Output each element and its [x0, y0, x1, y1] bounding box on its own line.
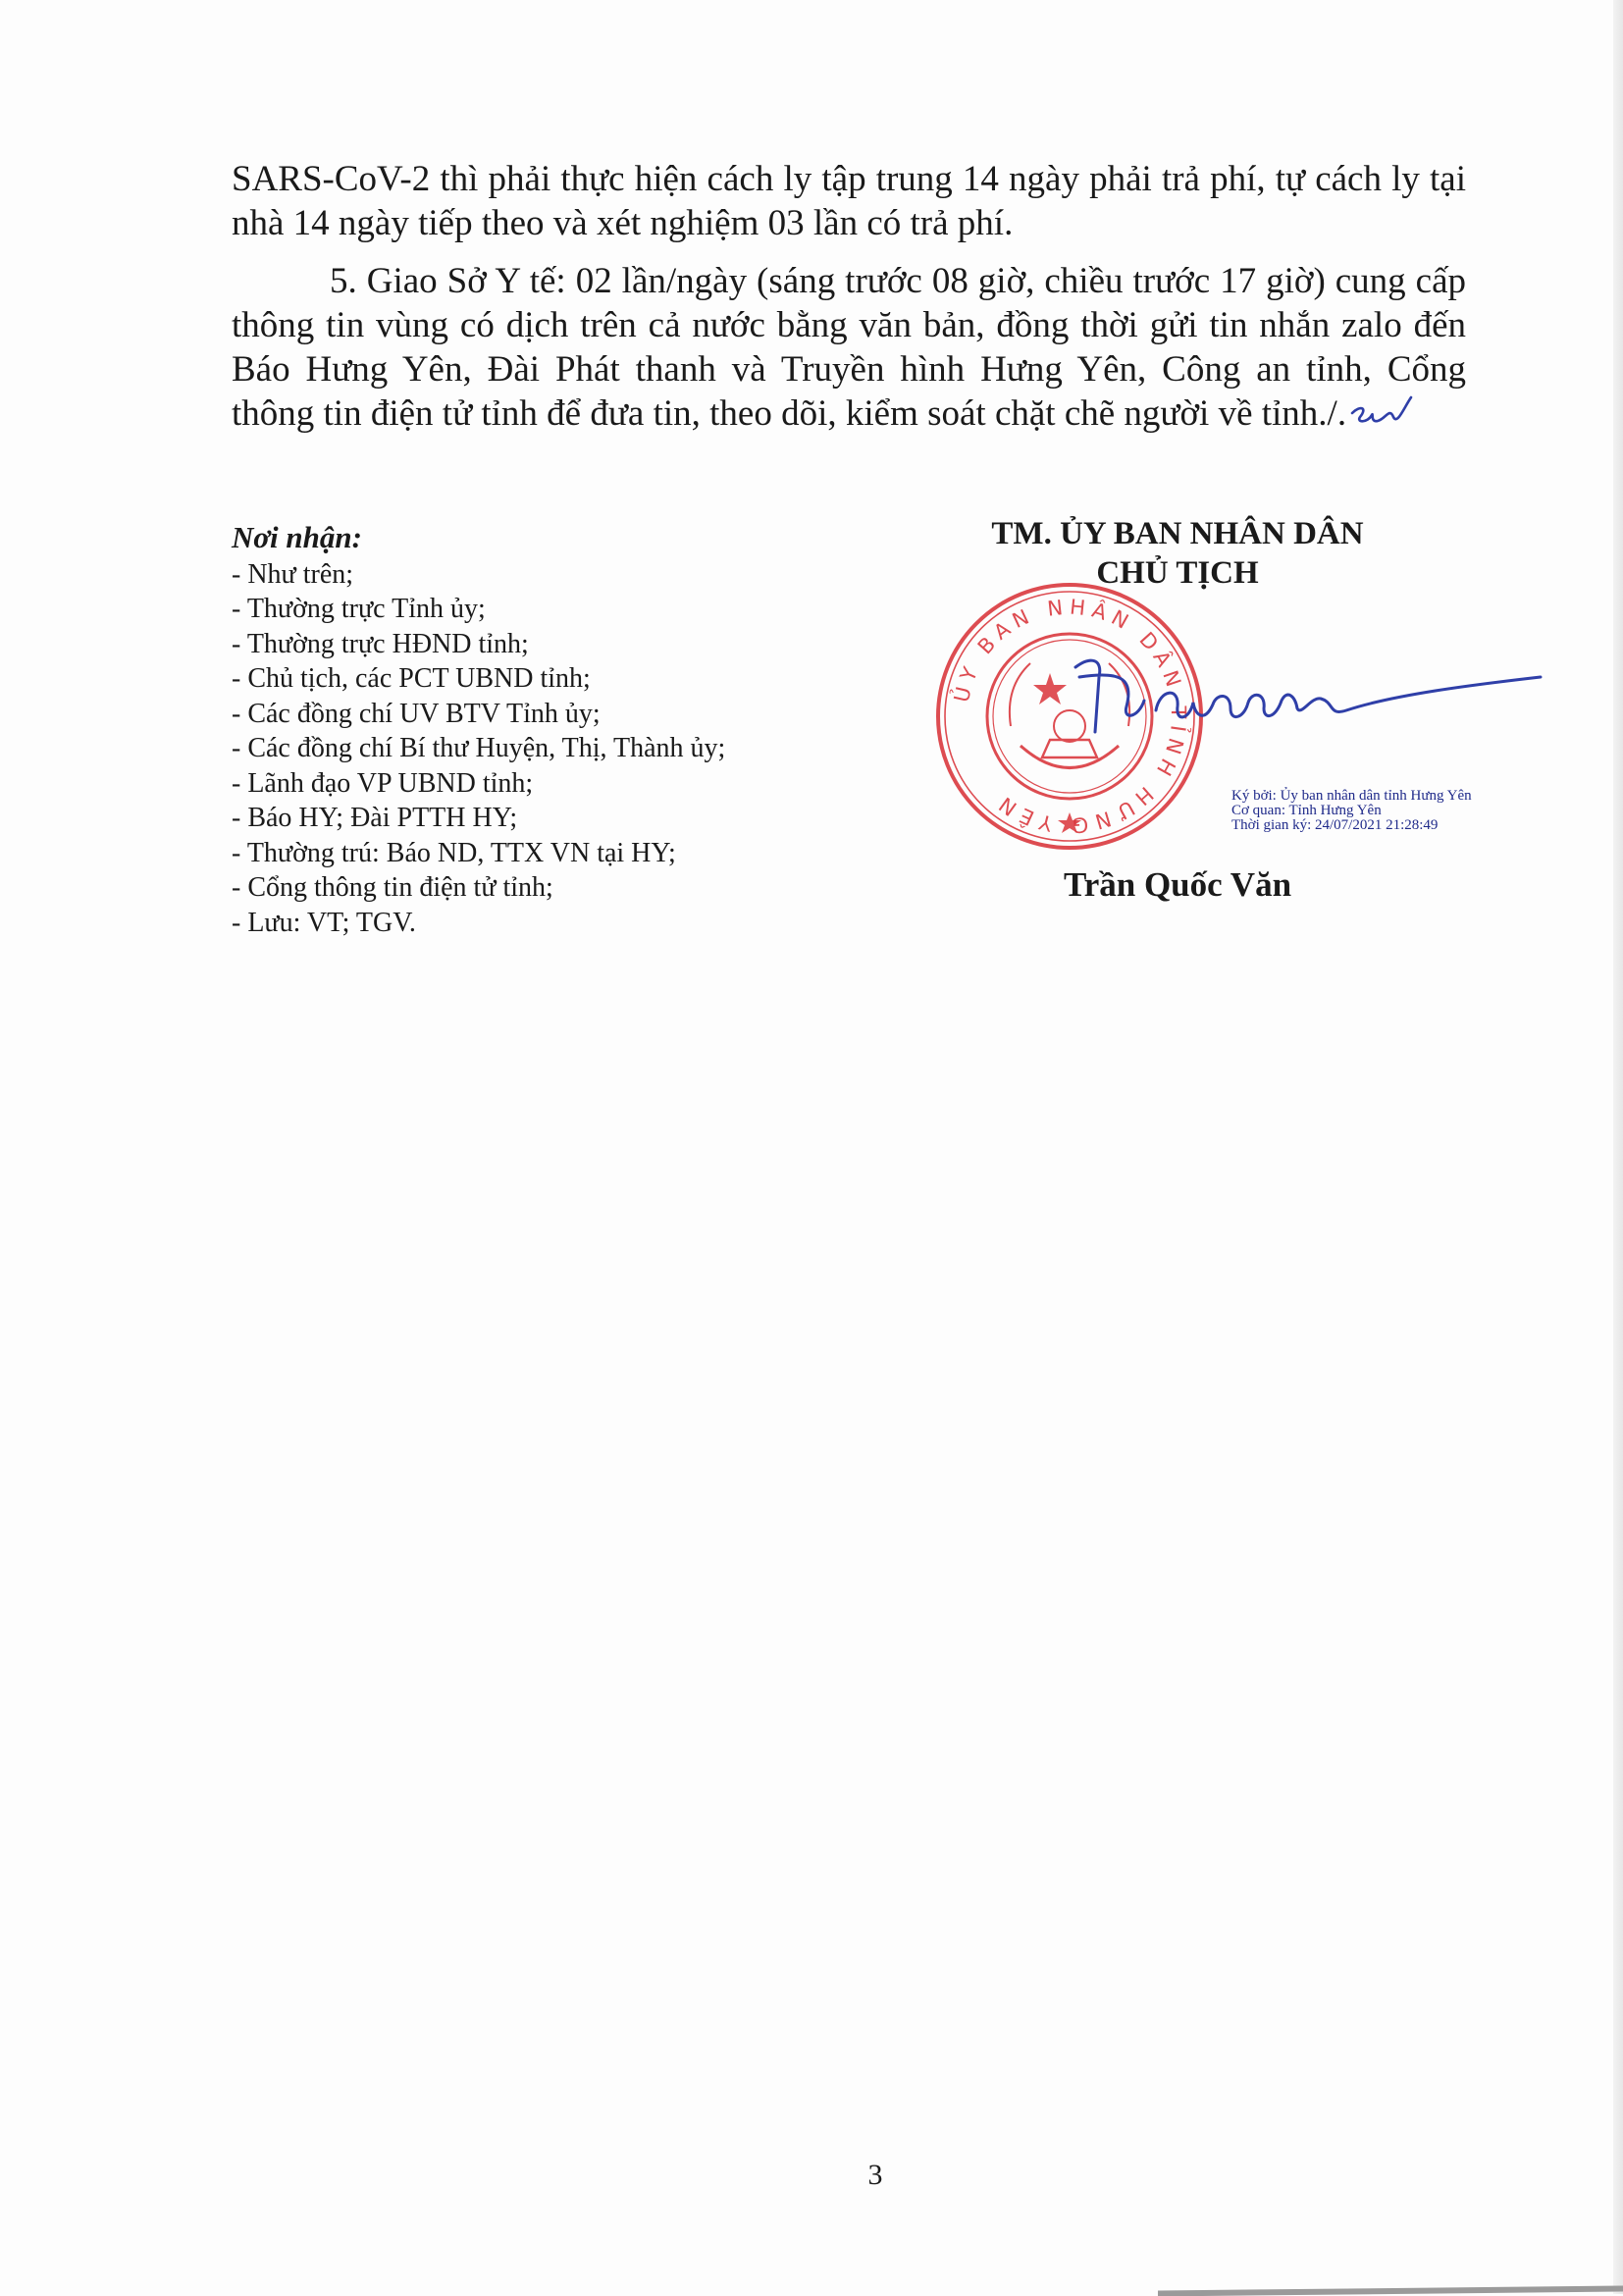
- handwritten-signature: [1040, 638, 1550, 746]
- digital-signature-info: [1231, 789, 1477, 833]
- agency-text: Cơ quan: Tỉnh Hưng Yên: [1231, 803, 1382, 818]
- recipients-list: [232, 557, 725, 941]
- recipient-item: - Thường trú: Báo ND, TTX VN tại HY;: [232, 837, 676, 868]
- page-number: 3: [867, 2159, 883, 2191]
- recipient-item: - Lãnh đạo VP UBND tỉnh;: [232, 767, 534, 799]
- recipients-block: [232, 520, 725, 940]
- recipient-item: - Thường trực HĐND tỉnh;: [232, 628, 529, 659]
- recipient-item: - Chủ tịch, các PCT UBND tỉnh;: [232, 663, 591, 694]
- page-edge-shadow: [1613, 0, 1623, 2294]
- recipient-item: - Cổng thông tin điện tử tỉnh;: [232, 872, 553, 903]
- seal-ring-text: ỦY BAN NHÂN DÂN TỈNH HƯNG YÊN: [949, 595, 1191, 838]
- recipient-item: - Các đồng chí Bí thư Huyện, Thị, Thành ủy;: [232, 733, 726, 763]
- body-paragraph-2: [232, 259, 1466, 436]
- scan-edge-line: [1158, 2286, 1623, 2296]
- recipient-item: - Các đồng chí UV BTV Tỉnh ủy;: [232, 698, 601, 729]
- recipient-item: - Thường trực Tỉnh ủy;: [232, 594, 486, 624]
- handwritten-initials: [1346, 393, 1415, 433]
- signer-name: Trần Quốc Văn: [1063, 865, 1292, 904]
- signature-role-title: CHỦ TỊCH: [1096, 555, 1259, 591]
- recipient-item: - Như trên;: [232, 558, 354, 590]
- body-paragraph-1: SARS-CoV-2 thì phải thực hiện cách ly tập trung 14 ngày phải trả phí, tự cách ly tại nhà 14 ngày tiếp theo và xét nghiệm 03 lần có trả phí.: [232, 159, 1466, 243]
- sign-time-text: Thời gian ký: 24/07/2021 21:28:49: [1231, 817, 1439, 833]
- body-paragraph-2-text: 5. Giao Sở Y tế: 02 lần/ngày (sáng trước 08 giờ, chiều trước 17 giờ) cung cấp thông tin vùng có dịch trên cả nước bằng văn bản, đồng thời gửi tin nhắn zalo đến Báo Hưng Yên, Đài Phát thanh và Truyền hình Hưng Yên, Công an tỉnh, Cổng thông tin điện tử tỉnh để đưa tin, theo dõi, kiểm soát chặt chẽ người về tỉnh./.: [232, 261, 1466, 434]
- recipient-item: - Báo HY; Đài PTTH HY;: [232, 803, 518, 833]
- signed-by-text: Ký bởi: Ủy ban nhân dân tỉnh Hưng Yên: [1231, 788, 1472, 804]
- signature-org-title: TM. ỦY BAN NHÂN DÂN: [991, 516, 1364, 551]
- recipients-heading: Nơi nhận:: [232, 520, 362, 554]
- recipient-item: - Lưu: VT; TGV.: [232, 907, 416, 938]
